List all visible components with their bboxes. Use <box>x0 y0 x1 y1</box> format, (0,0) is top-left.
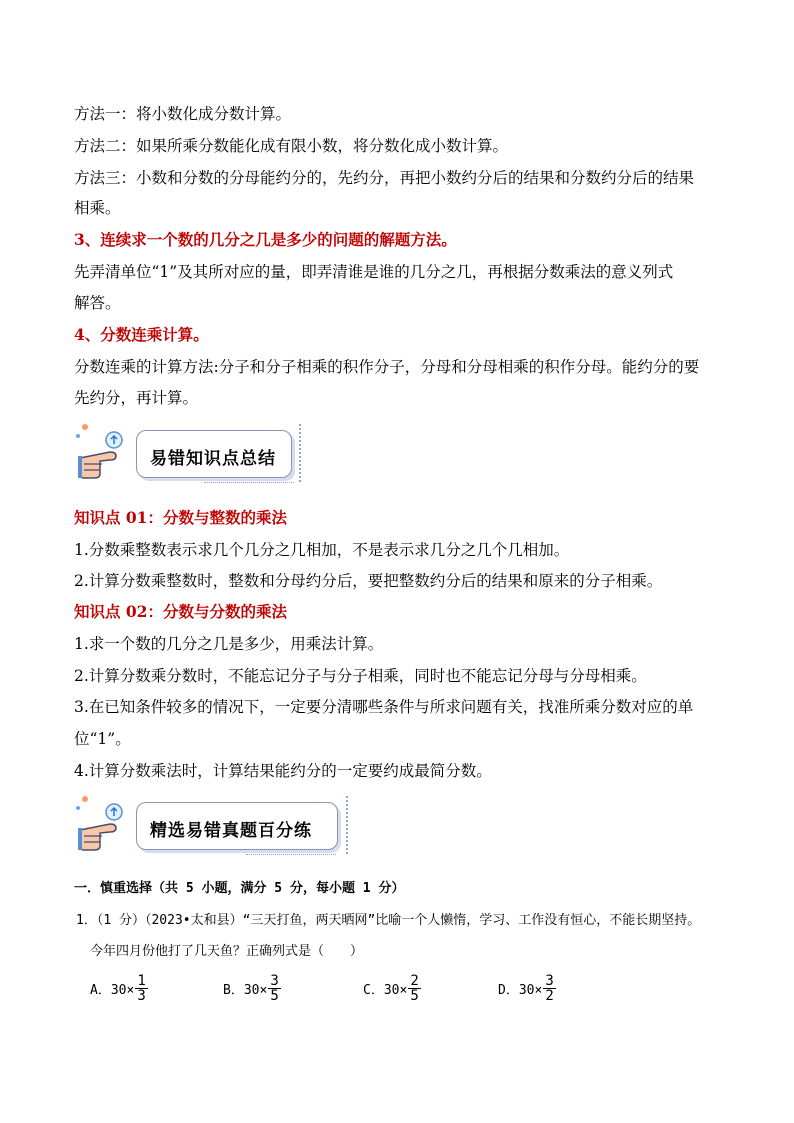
kp2-title: 知识点 02：分数与分数的乘法 <box>74 602 287 621</box>
banner-practice <box>76 796 352 862</box>
banner-error-summary <box>76 424 352 490</box>
para-4-line1: 分数连乘的计算方法:分子和分子相乘的积作分子，分母和分母相乘的积作分母。能约分的要 <box>74 358 700 376</box>
method-3-cont: 相乘。 <box>74 199 121 217</box>
denominator: 3 <box>137 988 146 1004</box>
kp2-item-3: 3.在已知条件较多的情况下，一定要分清哪些条件与所求问题有关，找准所乘分数对应的单 <box>74 698 694 716</box>
denominator: 5 <box>410 988 419 1004</box>
numerator: 2 <box>410 973 419 989</box>
decor-dash <box>246 854 336 855</box>
pointing-hand-icon <box>76 430 132 480</box>
denominator: 2 <box>545 988 554 1004</box>
question-1-line1: 1．（1 分）（2023•太和县）“三天打鱼，两天晒网”比喻一个人懒惰，学习、工作没有恒心，不能长期坚持。 <box>76 913 701 928</box>
option-d[interactable] <box>498 974 556 1003</box>
fraction <box>408 974 420 1003</box>
heading-3: 3、连续求一个数的几分之几是多少的问题的解题方法。 <box>74 230 457 249</box>
option-label: B．30× <box>223 983 268 998</box>
kp1-item-2: 2.计算分数乘整数时，整数和分母约分后，要把整数约分后的结果和原来的分子相乘。 <box>74 572 663 590</box>
option-label: D．30× <box>498 983 543 998</box>
kp1-title: 知识点 01：分数与整数的乘法 <box>74 508 287 527</box>
option-a[interactable] <box>90 974 148 1003</box>
fraction <box>135 974 147 1003</box>
kp1-item-1: 1.分数乘整数表示求几个几分之几相加，不是表示求几分之几个几相加。 <box>74 541 570 559</box>
decor-dash <box>299 424 303 482</box>
option-c[interactable] <box>363 974 421 1003</box>
method-3: 方法三：小数和分数的分母能约分的，先约分，再把小数约分后的结果和分数约分后的结果 <box>74 169 695 187</box>
pointing-hand-icon <box>76 802 132 852</box>
kp2-item-1: 1.求一个数的几分之几是多少，用乘法计算。 <box>74 635 384 653</box>
banner-title: 精选易错真题百分练 <box>150 821 312 841</box>
numerator: 3 <box>270 973 279 989</box>
decor-dash <box>346 796 350 854</box>
option-b[interactable] <box>223 974 281 1003</box>
option-label: C．30× <box>363 983 408 998</box>
kp2-item-3-cont: 位“1”。 <box>74 730 131 748</box>
fraction <box>268 974 280 1003</box>
numerator: 3 <box>545 973 554 989</box>
numerator: 1 <box>137 973 146 989</box>
question-1-line2: 今年四月份他打了几天鱼？正确列式是（ ） <box>90 944 364 959</box>
para-4-line2: 先约分，再计算。 <box>74 389 199 407</box>
decor-dash <box>204 482 294 483</box>
heading-4: 4、分数连乘计算。 <box>74 325 209 344</box>
para-3-line2: 解答。 <box>74 294 121 312</box>
method-2: 方法二：如果所乘分数能化成有限小数，将分数化成小数计算。 <box>74 137 509 155</box>
option-label: A．30× <box>90 983 135 998</box>
para-3-line1: 先弄清单位“1”及其所对应的量，即弄清谁是谁的几分之几，再根据分数乘法的意义列式 <box>74 263 674 281</box>
section-1-title: 一．慎重选择（共 5 小题，满分 5 分，每小题 1 分） <box>74 881 405 896</box>
method-1: 方法一：将小数化成分数计算。 <box>74 105 292 123</box>
banner-title: 易错知识点总结 <box>150 449 276 469</box>
kp2-item-2: 2.计算分数乘分数时，不能忘记分子与分子相乘，同时也不能忘记分母与分母相乘。 <box>74 667 647 685</box>
kp2-item-4: 4.计算分数乘法时，计算结果能约分的一定要约成最简分数。 <box>74 762 492 780</box>
fraction <box>543 974 555 1003</box>
denominator: 5 <box>270 988 279 1004</box>
